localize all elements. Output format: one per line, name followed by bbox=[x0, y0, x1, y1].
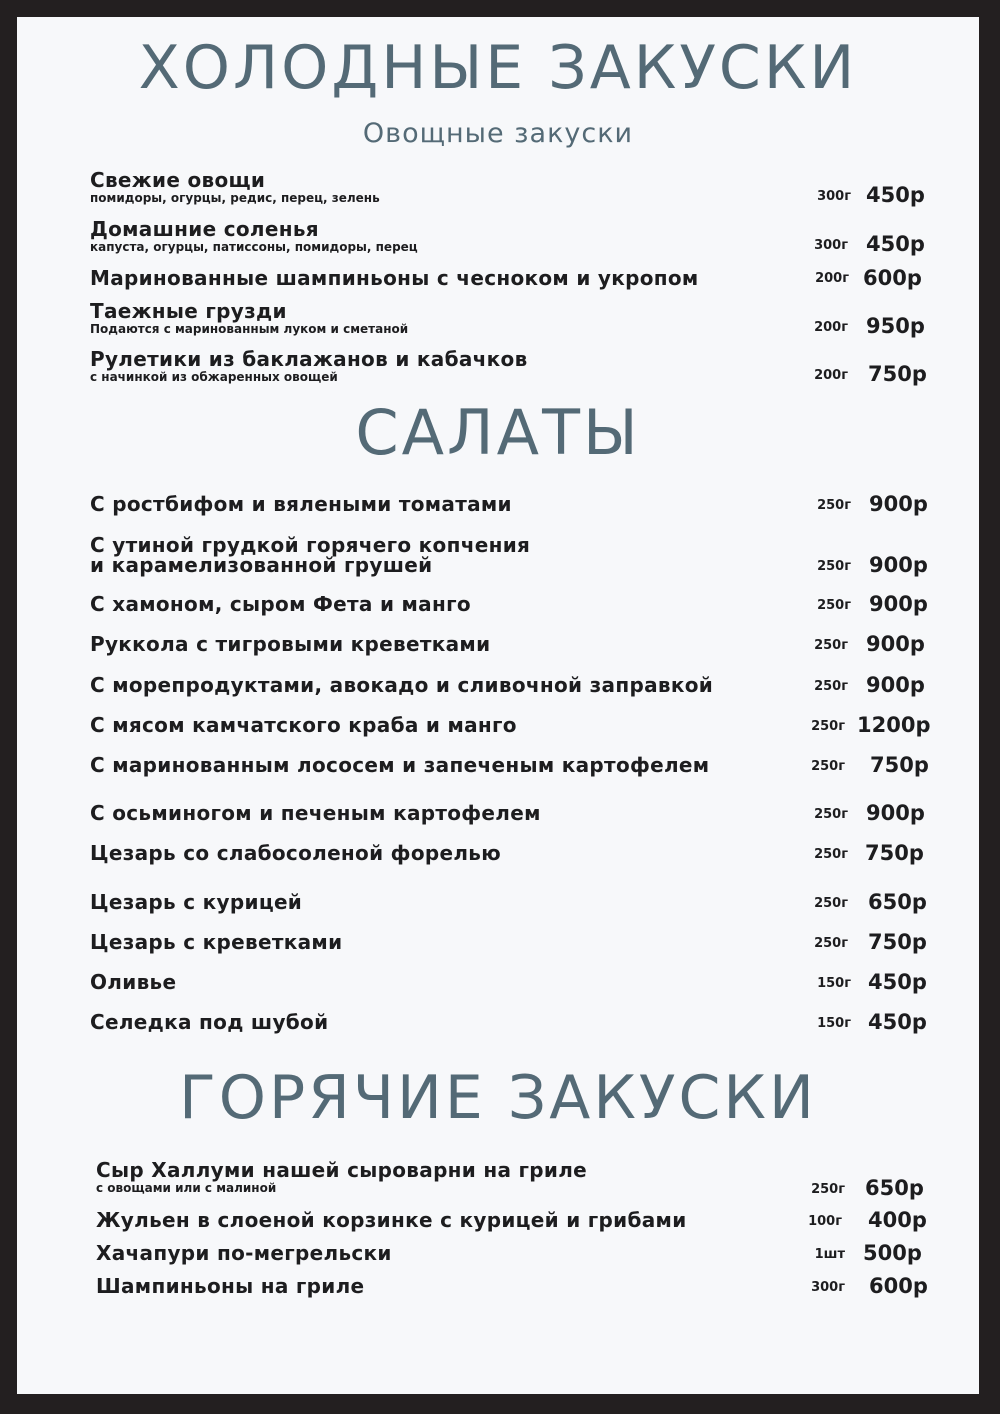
item-price: 400р bbox=[868, 1208, 927, 1232]
item-name: Сыр Халлуми нашей сыроварни на гриле bbox=[96, 1158, 588, 1182]
item-weight: 300г bbox=[817, 189, 851, 204]
item-price: 900р bbox=[866, 632, 925, 656]
menu-item bbox=[17, 803, 979, 843]
item-description: Подаются с маринованным луком и сметаной bbox=[90, 322, 409, 336]
item-name: Маринованные шампиньоны с чесноком и укропом bbox=[90, 266, 699, 290]
item-name: Таежные грузди bbox=[90, 299, 287, 323]
item-name: С ростбифом и вялеными томатами bbox=[90, 492, 512, 516]
item-name: Оливье bbox=[90, 970, 177, 994]
item-price: 900р bbox=[869, 553, 928, 577]
item-weight: 100г bbox=[808, 1214, 842, 1229]
item-weight: 300г bbox=[814, 238, 848, 253]
item-description: с начинкой из обжаренных овощей bbox=[90, 370, 338, 384]
menu-item bbox=[17, 892, 979, 932]
item-price: 950р bbox=[866, 314, 925, 338]
item-weight: 250г bbox=[814, 807, 848, 822]
item-price: 450р bbox=[866, 183, 925, 207]
item-name: Цезарь с курицей bbox=[90, 890, 303, 914]
item-price: 750р bbox=[868, 362, 927, 386]
item-name: Жульен в слоеной корзинке с курицей и грибами bbox=[96, 1208, 687, 1232]
item-weight: 1шт bbox=[814, 1247, 845, 1262]
item-name: Селедка под шубой bbox=[90, 1010, 329, 1034]
item-description: капуста, огурцы, патиссоны, помидоры, перец bbox=[90, 240, 418, 254]
menu-item bbox=[17, 301, 979, 341]
item-name: Цезарь с креветками bbox=[90, 930, 343, 954]
menu-item bbox=[17, 715, 979, 755]
item-name: С осьминогом и печеным картофелем bbox=[90, 801, 541, 825]
menu-item bbox=[17, 1012, 979, 1052]
item-price: 900р bbox=[869, 492, 928, 516]
item-weight: 250г bbox=[811, 759, 845, 774]
item-name: Руккола с тигровыми креветками bbox=[90, 632, 491, 656]
vegetable-appetizers-subheading: Овощные закуски bbox=[362, 118, 634, 149]
item-name: С маринованным лососем и запеченым картофелем bbox=[90, 753, 710, 777]
item-weight: 250г bbox=[814, 896, 848, 911]
menu-item bbox=[17, 972, 979, 1012]
item-name: Свежие овощи bbox=[90, 168, 266, 192]
item-price: 750р bbox=[868, 930, 927, 954]
item-weight: 250г bbox=[817, 559, 851, 574]
item-name: Хачапури по-мегрельски bbox=[96, 1241, 392, 1265]
item-weight: 250г bbox=[817, 498, 851, 513]
item-price: 1200р bbox=[857, 713, 931, 737]
item-name: Шампиньоны на гриле bbox=[96, 1274, 365, 1298]
item-description: с овощами или с малиной bbox=[96, 1181, 277, 1195]
item-price: 450р bbox=[868, 970, 927, 994]
item-weight: 250г bbox=[817, 598, 851, 613]
menu-item bbox=[17, 1160, 979, 1200]
menu-item bbox=[17, 675, 979, 715]
menu-item bbox=[17, 494, 979, 534]
menu-page bbox=[17, 17, 979, 1394]
item-price: 900р bbox=[869, 592, 928, 616]
menu-item bbox=[17, 170, 979, 210]
item-weight: 250г bbox=[814, 847, 848, 862]
menu-item bbox=[17, 1276, 979, 1316]
item-weight: 200г bbox=[814, 368, 848, 383]
item-price: 900р bbox=[866, 801, 925, 825]
hot-appetizers-heading: ГОРЯЧИЕ ЗАКУСКИ bbox=[179, 1063, 817, 1133]
item-name-continued: и карамелизованной грушей bbox=[90, 553, 433, 577]
item-price: 750р bbox=[865, 841, 924, 865]
item-name: С мясом камчатского краба и манго bbox=[90, 713, 517, 737]
menu-item bbox=[17, 932, 979, 972]
item-weight: 150г bbox=[817, 976, 851, 991]
item-weight: 250г bbox=[814, 638, 848, 653]
item-price: 500р bbox=[863, 1241, 922, 1265]
item-weight: 250г bbox=[811, 719, 845, 734]
item-name: С хамоном, сыром Фета и манго bbox=[90, 592, 471, 616]
item-name: С морепродуктами, авокадо и сливочной заправкой bbox=[90, 673, 714, 697]
item-price: 650р bbox=[868, 890, 927, 914]
item-weight: 250г bbox=[814, 936, 848, 951]
cold-appetizers-heading: ХОЛОДНЫЕ ЗАКУСКИ bbox=[138, 33, 858, 103]
item-price: 450р bbox=[868, 1010, 927, 1034]
item-weight: 300г bbox=[811, 1280, 845, 1295]
item-price: 450р bbox=[866, 232, 925, 256]
item-price: 900р bbox=[866, 673, 925, 697]
item-price: 600р bbox=[869, 1274, 928, 1298]
item-name: Цезарь со слабосоленой форелью bbox=[90, 841, 501, 865]
item-name: С утиной грудкой горячего копчения bbox=[90, 533, 531, 557]
item-price: 650р bbox=[865, 1176, 924, 1200]
menu-item bbox=[17, 349, 979, 389]
item-weight: 250г bbox=[811, 1182, 845, 1197]
item-price: 600р bbox=[863, 266, 922, 290]
item-weight: 200г bbox=[815, 271, 849, 286]
item-price: 750р bbox=[870, 753, 929, 777]
salads-heading: САЛАТЫ bbox=[355, 396, 641, 469]
item-weight: 200г bbox=[814, 320, 848, 335]
menu-item bbox=[17, 219, 979, 259]
item-description: помидоры, огурцы, редис, перец, зелень bbox=[90, 191, 380, 205]
menu-item bbox=[17, 634, 979, 674]
item-name: Рулетики из баклажанов и кабачков bbox=[90, 347, 528, 371]
item-weight: 150г bbox=[817, 1016, 851, 1031]
item-name: Домашние соленья bbox=[90, 217, 319, 241]
menu-item bbox=[17, 843, 979, 883]
menu-item bbox=[17, 535, 979, 585]
menu-item bbox=[17, 594, 979, 634]
menu-item bbox=[17, 755, 979, 795]
item-weight: 250г bbox=[814, 679, 848, 694]
